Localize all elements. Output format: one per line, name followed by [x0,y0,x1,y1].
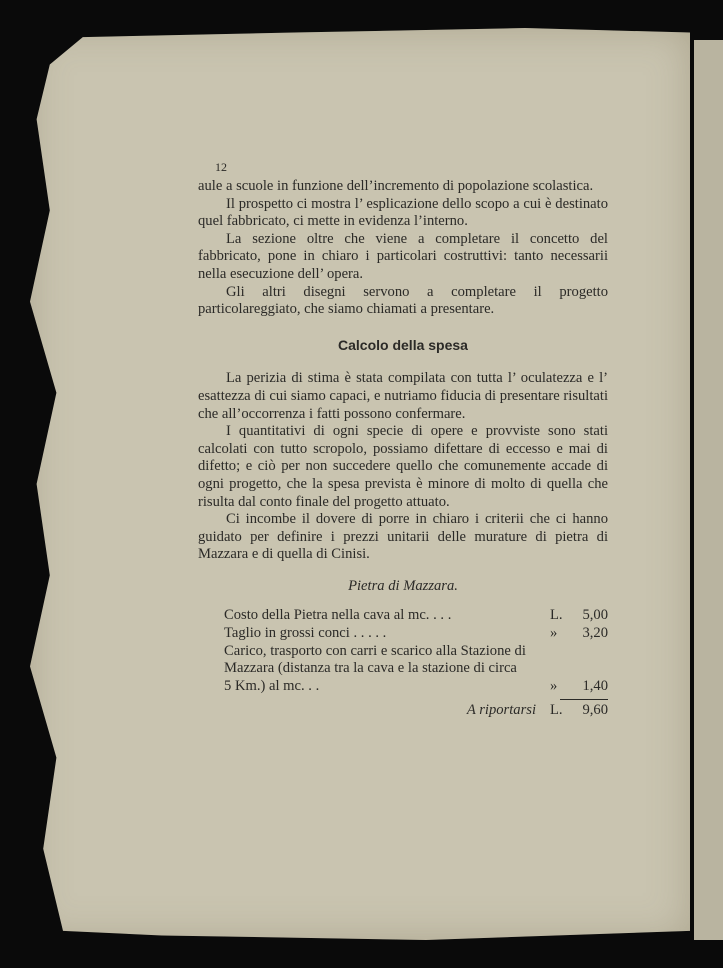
paragraph: Il prospetto ci mostra l’ esplicazione dello scopo a cui è destinato quel fabbricato, ci mette in evidenza l’interno. [198,195,608,230]
facing-page-edge [694,40,723,940]
total-amount: 9,60 [582,702,608,719]
cost-row [224,643,608,696]
sum-rule [560,699,608,700]
cost-currency: » [550,625,558,642]
cost-currency: L. [550,607,563,624]
paragraph: aule a scuole in funzione dell’incremento di popolazione scolastica. [198,178,594,194]
total-label: A riportarsi [466,702,536,719]
cost-currency: » [550,677,558,694]
cost-desc: Carico, trasporto con carri e scarico alla Stazione di Mazzara (distanza tra la cava e la stazione di circa 5 Km.) al mc. . . [224,642,526,694]
paragraph: Gli altri disegni servono a completare il progetto particolareggiato, che siamo chiamati a presentare. [198,283,608,318]
paragraph: La perizia di stima è stata compilata con tutta l’ oculatezza e l’ esattezza di cui siamo capaci, e nutriamo fiducia di presentare risultati che all’occorrenza i fatti possono confermare. [198,370,608,422]
cost-amount: 5,00 [582,607,608,624]
section-heading: Calcolo della spesa [338,336,468,353]
paragraph: I quantitativi di ogni specie di opere e provviste sono stati calcolati con tutto scropolo, possiamo difettare di eccesso e mai di difetto; e ciò per non succedere quello che comunemente accade di ogni progetto, che la spesa prevista è minore di molto di quella che risulta dal conto finale del progetto attuato. [198,423,608,510]
cost-desc: Taglio in grossi conci . . . . . [224,625,387,642]
cost-row [224,625,608,643]
cost-amount: 3,20 [582,625,608,642]
page-number: 12 [215,160,227,174]
paragraph: La sezione oltre che viene a completare il concetto del fabbricato, pone in chiaro i particolari costruttivi: tanto necessarii nella esecuzione dell’ opera. [198,230,608,282]
total-row [224,702,608,720]
subheading: Pietra di Mazzara. [348,577,458,594]
cost-row [224,607,608,625]
paragraph: Ci incombe il dovere di porre in chiaro i criterii che ci hanno guidato per definire i prezzi unitarii delle murature di pietra di Mazzara e di quella di Cinisi. [198,511,608,563]
cost-amount: 1,40 [582,677,608,694]
cost-desc: Costo della Pietra nella cava al mc. . . . [224,607,452,624]
page-text [198,178,608,720]
total-currency: L. [550,702,563,719]
cost-table [224,607,608,720]
